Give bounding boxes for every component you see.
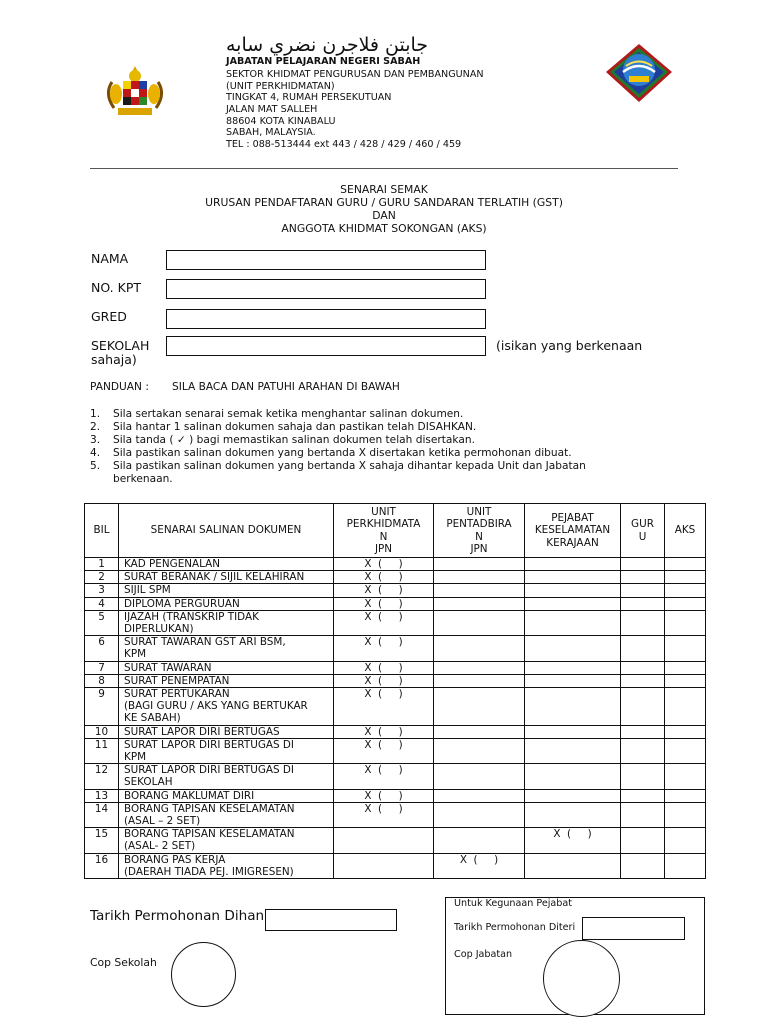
row-document-name bbox=[119, 725, 334, 738]
row-cell-pejabat[interactable] bbox=[525, 725, 621, 738]
row-cell-pejabat[interactable] bbox=[525, 584, 621, 597]
row-cell-pejabat[interactable] bbox=[525, 571, 621, 584]
title-line-3: DAN bbox=[372, 209, 396, 222]
required-mark: X ( ) bbox=[364, 636, 403, 649]
document-line: BORANG PAS KERJA bbox=[124, 853, 226, 866]
row-cell-pentadbiran[interactable] bbox=[434, 828, 525, 853]
row-cell-pentadbiran[interactable] bbox=[434, 571, 525, 584]
table-row bbox=[85, 661, 706, 674]
row-cell-guru[interactable] bbox=[621, 764, 665, 789]
required-mark: X ( ) bbox=[364, 738, 403, 751]
row-cell-pentadbiran[interactable] bbox=[434, 725, 525, 738]
table-row bbox=[85, 610, 706, 635]
row-cell-guru[interactable] bbox=[621, 558, 665, 571]
row-cell-pejabat[interactable] bbox=[525, 738, 621, 763]
header-line: JPN bbox=[470, 542, 488, 555]
row-cell-pejabat[interactable] bbox=[525, 597, 621, 610]
cop-sekolah-stamp-area bbox=[171, 942, 236, 1007]
office-tarikh-label: Tarikh Permohonan Diteri bbox=[454, 922, 576, 933]
document-line: BORANG MAKLUMAT DIRI bbox=[124, 789, 255, 802]
row-document-name bbox=[119, 853, 334, 878]
guide-item-number: 1. bbox=[90, 408, 101, 420]
required-mark: X ( ) bbox=[364, 661, 403, 674]
document-line: KE SABAH) bbox=[124, 712, 181, 725]
required-mark: X ( ) bbox=[553, 828, 592, 841]
table-row bbox=[85, 738, 706, 763]
row-cell-perkhidmatan[interactable] bbox=[334, 597, 434, 610]
guide-item-text: Sila hantar 1 salinan dokumen sahaja dan pastikan telah DISAHKAN. bbox=[113, 421, 477, 433]
required-mark: X ( ) bbox=[364, 571, 403, 584]
row-bil: 15 bbox=[85, 828, 119, 853]
row-cell-guru[interactable] bbox=[621, 688, 665, 726]
row-cell-pentadbiran[interactable] bbox=[434, 853, 525, 878]
document-line: SURAT PENEMPATAN bbox=[124, 674, 230, 687]
guide-item bbox=[90, 421, 633, 434]
row-cell-pejabat[interactable] bbox=[525, 636, 621, 661]
address-line-4: JALAN MAT SALLEH bbox=[226, 104, 318, 115]
required-mark: X ( ) bbox=[364, 597, 403, 610]
row-cell-pejabat[interactable] bbox=[525, 558, 621, 571]
row-cell-aks[interactable] bbox=[665, 802, 706, 827]
row-document-name bbox=[119, 688, 334, 726]
document-line: BORANG TAPISAN KESELAMATAN bbox=[124, 802, 295, 815]
guide-item bbox=[90, 434, 633, 447]
row-bil: 2 bbox=[85, 571, 119, 584]
required-mark: X ( ) bbox=[459, 853, 499, 866]
guide-text: SILA BACA DAN PATUHI ARAHAN DI BAWAH bbox=[172, 381, 400, 393]
row-cell-aks[interactable] bbox=[665, 558, 706, 571]
header-pejabat-keselamatan bbox=[525, 504, 621, 558]
document-line: BORANG TAPISAN KESELAMATAN bbox=[124, 828, 295, 841]
nokpt-field[interactable] bbox=[166, 279, 486, 299]
row-cell-guru[interactable] bbox=[621, 584, 665, 597]
row-cell-pentadbiran[interactable] bbox=[434, 688, 525, 726]
row-cell-aks[interactable] bbox=[665, 571, 706, 584]
guide-item-number: 2. bbox=[90, 421, 101, 433]
table-row bbox=[85, 853, 706, 878]
row-cell-guru[interactable] bbox=[621, 853, 665, 878]
row-cell-perkhidmatan[interactable] bbox=[334, 558, 434, 571]
document-line: SURAT BERANAK / SIJIL KELAHIRAN bbox=[124, 571, 305, 584]
row-cell-guru[interactable] bbox=[621, 610, 665, 635]
required-mark: X ( ) bbox=[364, 674, 403, 687]
table-row bbox=[85, 571, 706, 584]
row-cell-guru[interactable] bbox=[621, 636, 665, 661]
address-line-3: TINGKAT 4, RUMAH PERSEKUTUAN bbox=[226, 92, 392, 103]
row-cell-perkhidmatan[interactable] bbox=[334, 789, 434, 802]
row-cell-pejabat[interactable] bbox=[525, 789, 621, 802]
row-bil: 5 bbox=[85, 610, 119, 635]
row-document-name bbox=[119, 674, 334, 687]
guide-item bbox=[90, 408, 633, 421]
row-document-name bbox=[119, 610, 334, 635]
header-line: PEJABAT bbox=[551, 512, 594, 525]
row-cell-perkhidmatan[interactable] bbox=[334, 828, 434, 853]
row-bil: 7 bbox=[85, 661, 119, 674]
row-bil: 13 bbox=[85, 789, 119, 802]
row-cell-guru[interactable] bbox=[621, 674, 665, 687]
guide-item-number: 3. bbox=[90, 434, 101, 446]
header-line: JPN bbox=[374, 542, 393, 555]
row-bil: 4 bbox=[85, 597, 119, 610]
guide-item-number: 5. bbox=[90, 460, 101, 472]
document-line: SURAT LAPOR DIRI BERTUGAS DI bbox=[124, 764, 294, 777]
row-cell-pentadbiran[interactable] bbox=[434, 636, 525, 661]
row-cell-perkhidmatan[interactable] bbox=[334, 584, 434, 597]
row-cell-perkhidmatan[interactable] bbox=[334, 674, 434, 687]
office-use-title: Untuk Kegunaan Pejabat bbox=[454, 898, 573, 909]
row-cell-perkhidmatan[interactable] bbox=[334, 571, 434, 584]
office-cop-label: Cop Jabatan bbox=[454, 949, 513, 960]
document-line: DIPERLUKAN) bbox=[124, 623, 194, 636]
header-unit-pentadbiran bbox=[434, 504, 525, 558]
jawi-title: جابتن فلاجرن نضري سابه bbox=[226, 34, 429, 56]
nokpt-label: NO. KPT bbox=[91, 280, 141, 295]
header-line: UNIT bbox=[371, 506, 396, 519]
row-cell-perkhidmatan[interactable] bbox=[334, 802, 434, 827]
row-document-name bbox=[119, 802, 334, 827]
header-line: PERKHIDMATA bbox=[346, 518, 421, 531]
table-row bbox=[85, 674, 706, 687]
row-cell-pentadbiran[interactable] bbox=[434, 597, 525, 610]
sekolah-field[interactable] bbox=[166, 336, 486, 356]
cop-sekolah-label: Cop Sekolah bbox=[90, 956, 157, 969]
row-document-name bbox=[119, 597, 334, 610]
row-document-name bbox=[119, 636, 334, 661]
guide-item-text: Sila sertakan senarai semak ketika menghantar salinan dokumen. bbox=[113, 408, 464, 420]
row-bil: 10 bbox=[85, 725, 119, 738]
guide-item bbox=[90, 447, 633, 460]
row-cell-pejabat[interactable] bbox=[525, 828, 621, 853]
gred-label: GRED bbox=[91, 309, 127, 324]
row-cell-guru[interactable] bbox=[621, 828, 665, 853]
sekolah-hint-b: sahaja) bbox=[91, 352, 137, 367]
row-cell-aks[interactable] bbox=[665, 764, 706, 789]
required-mark: X ( ) bbox=[364, 584, 403, 597]
header-divider bbox=[90, 168, 678, 169]
row-cell-pentadbiran[interactable] bbox=[434, 738, 525, 763]
guide-item-text: Sila pastikan salinan dokumen yang bertanda X sahaja dihantar kepada Unit dan Jabatan berkenaan. bbox=[113, 460, 586, 485]
row-cell-pejabat[interactable] bbox=[525, 661, 621, 674]
row-cell-pentadbiran[interactable] bbox=[434, 789, 525, 802]
row-cell-aks[interactable] bbox=[665, 584, 706, 597]
row-cell-pentadbiran[interactable] bbox=[434, 661, 525, 674]
row-bil: 14 bbox=[85, 802, 119, 827]
row-bil: 1 bbox=[85, 558, 119, 571]
header-line: N bbox=[379, 530, 388, 543]
header-line: N bbox=[475, 530, 483, 543]
header-bil: BIL bbox=[85, 504, 119, 558]
document-line: KPM bbox=[124, 751, 147, 764]
table-row bbox=[85, 688, 706, 726]
row-cell-pentadbiran[interactable] bbox=[434, 802, 525, 827]
row-cell-guru[interactable] bbox=[621, 802, 665, 827]
address-line-6: SABAH, MALAYSIA. bbox=[226, 127, 316, 138]
row-document-name bbox=[119, 584, 334, 597]
table-row bbox=[85, 828, 706, 853]
gred-field[interactable] bbox=[166, 309, 486, 329]
guide-item-text: Sila pastikan salinan dokumen yang bertanda X disertakan ketika permohonan dibuat. bbox=[113, 447, 572, 459]
row-cell-pejabat[interactable] bbox=[525, 802, 621, 827]
header-aks: AKS bbox=[665, 504, 706, 558]
required-mark: X ( ) bbox=[364, 725, 403, 738]
row-bil: 6 bbox=[85, 636, 119, 661]
document-checklist-table bbox=[84, 503, 706, 879]
title-line-4: ANGGOTA KHIDMAT SOKONGAN (AKS) bbox=[281, 222, 487, 235]
row-cell-aks[interactable] bbox=[665, 828, 706, 853]
row-cell-pejabat[interactable] bbox=[525, 674, 621, 687]
document-line: SURAT LAPOR DIRI BERTUGAS DI bbox=[124, 738, 294, 751]
table-row bbox=[85, 558, 706, 571]
row-cell-guru[interactable] bbox=[621, 661, 665, 674]
row-cell-guru[interactable] bbox=[621, 725, 665, 738]
document-line: KAD PENGENALAN bbox=[124, 558, 221, 570]
address-line-1: SEKTOR KHIDMAT PENGURUSAN DAN PEMBANGUNAN bbox=[226, 69, 484, 80]
row-cell-aks[interactable] bbox=[665, 789, 706, 802]
row-cell-pentadbiran[interactable] bbox=[434, 764, 525, 789]
row-bil: 3 bbox=[85, 584, 119, 597]
row-bil: 9 bbox=[85, 688, 119, 726]
row-bil: 11 bbox=[85, 738, 119, 763]
required-mark: X ( ) bbox=[364, 802, 403, 815]
row-cell-guru[interactable] bbox=[621, 738, 665, 763]
coat-of-arms-icon bbox=[104, 64, 166, 118]
required-mark: X ( ) bbox=[364, 789, 403, 802]
row-cell-pentadbiran[interactable] bbox=[434, 558, 525, 571]
table-row bbox=[85, 584, 706, 597]
row-cell-guru[interactable] bbox=[621, 571, 665, 584]
header-line: GUR bbox=[631, 518, 654, 531]
document-line: DIPLOMA PERGURUAN bbox=[124, 597, 240, 610]
required-mark: X ( ) bbox=[364, 764, 403, 777]
document-line: SURAT TAWARAN bbox=[124, 661, 212, 674]
row-cell-guru[interactable] bbox=[621, 789, 665, 802]
row-cell-aks[interactable] bbox=[665, 661, 706, 674]
row-document-name bbox=[119, 738, 334, 763]
row-cell-aks[interactable] bbox=[665, 610, 706, 635]
row-document-name bbox=[119, 571, 334, 584]
document-line: SURAT LAPOR DIRI BERTUGAS bbox=[124, 725, 280, 738]
document-line: SEKOLAH bbox=[124, 776, 173, 789]
document-line: SURAT TAWARAN GST ARI BSM, bbox=[124, 636, 286, 649]
table-row bbox=[85, 725, 706, 738]
address-line-7: TEL : 088-513444 ext 443 / 428 / 429 / 460 / 459 bbox=[226, 139, 462, 150]
table-row bbox=[85, 764, 706, 789]
document-line: SIJIL SPM bbox=[124, 584, 171, 597]
table-row bbox=[85, 789, 706, 802]
guide-label: PANDUAN : bbox=[90, 381, 149, 393]
header-unit-perkhidmatan bbox=[334, 504, 434, 558]
row-cell-perkhidmatan[interactable] bbox=[334, 636, 434, 661]
department-name: JABATAN PELAJARAN NEGERI SABAH bbox=[226, 56, 421, 67]
document-line: IJAZAH (TRANSKRIP TIDAK bbox=[124, 610, 259, 623]
guide-item-number: 4. bbox=[90, 447, 101, 459]
address-line-5: 88604 KOTA KINABALU bbox=[226, 116, 336, 127]
row-cell-aks[interactable] bbox=[665, 725, 706, 738]
address-line-2: (UNIT PERKHIDMATAN) bbox=[226, 81, 335, 92]
document-line: KPM bbox=[124, 648, 147, 661]
sekolah-hint-a: (isikan yang berkenaan bbox=[496, 338, 643, 353]
row-cell-perkhidmatan[interactable] bbox=[334, 764, 434, 789]
table-row bbox=[85, 636, 706, 661]
row-cell-pejabat[interactable] bbox=[525, 853, 621, 878]
sekolah-label: SEKOLAH bbox=[91, 338, 150, 353]
table-row bbox=[85, 802, 706, 827]
row-cell-pejabat[interactable] bbox=[525, 610, 621, 635]
tarikh-permohonan-field[interactable] bbox=[265, 909, 397, 931]
row-cell-perkhidmatan[interactable] bbox=[334, 610, 434, 635]
row-bil: 8 bbox=[85, 674, 119, 687]
header-line: KERAJAAN bbox=[546, 536, 599, 549]
cop-jabatan-stamp-area bbox=[543, 940, 620, 1017]
row-document-name bbox=[119, 764, 334, 789]
nama-field[interactable] bbox=[166, 250, 486, 270]
header-doc: SENARAI SALINAN DOKUMEN bbox=[119, 504, 334, 558]
row-cell-pejabat[interactable] bbox=[525, 764, 621, 789]
row-document-name bbox=[119, 558, 334, 571]
required-mark: X ( ) bbox=[364, 688, 403, 701]
row-document-name bbox=[119, 789, 334, 802]
row-cell-guru[interactable] bbox=[621, 597, 665, 610]
required-mark: X ( ) bbox=[364, 610, 403, 623]
required-mark: X ( ) bbox=[364, 558, 403, 570]
office-tarikh-field[interactable] bbox=[582, 917, 685, 940]
document-line: (DAERAH TIADA PEJ. IMIGRESEN) bbox=[124, 865, 294, 878]
row-cell-aks[interactable] bbox=[665, 738, 706, 763]
guide-item-text: Sila tanda ( ✓ ) bagi memastikan salinan dokumen telah disertakan. bbox=[113, 434, 475, 446]
header-line: KESELAMATAN bbox=[534, 524, 611, 537]
row-bil: 12 bbox=[85, 764, 119, 789]
table-row bbox=[85, 597, 706, 610]
tarikh-permohonan-label: Tarikh Permohonan Dihan bbox=[90, 908, 265, 924]
row-cell-aks[interactable] bbox=[665, 636, 706, 661]
row-cell-aks[interactable] bbox=[665, 688, 706, 726]
row-cell-perkhidmatan[interactable] bbox=[334, 725, 434, 738]
header-line: UNIT bbox=[466, 506, 492, 519]
row-document-name bbox=[119, 828, 334, 853]
row-cell-pejabat[interactable] bbox=[525, 688, 621, 726]
row-cell-perkhidmatan[interactable] bbox=[334, 853, 434, 878]
document-line: (ASAL- 2 SET) bbox=[124, 840, 196, 853]
row-cell-pentadbiran[interactable] bbox=[434, 674, 525, 687]
document-line: (BAGI GURU / AKS YANG BERTUKAR bbox=[124, 700, 308, 713]
row-cell-perkhidmatan[interactable] bbox=[334, 688, 434, 726]
row-cell-aks[interactable] bbox=[665, 853, 706, 878]
row-cell-perkhidmatan[interactable] bbox=[334, 738, 434, 763]
guide-item bbox=[90, 460, 633, 486]
row-bil: 16 bbox=[85, 853, 119, 878]
header-line: PENTADBIRA bbox=[446, 518, 512, 531]
nama-label: NAMA bbox=[91, 251, 129, 266]
guide-list bbox=[90, 408, 633, 486]
header-line: U bbox=[638, 530, 647, 543]
title-line-1: SENARAI SEMAK bbox=[340, 183, 428, 196]
document-line: SURAT PERTUKARAN bbox=[124, 688, 230, 701]
document-line: (ASAL – 2 SET) bbox=[124, 815, 201, 828]
header-guru bbox=[621, 504, 665, 558]
row-cell-pentadbiran[interactable] bbox=[434, 584, 525, 597]
row-cell-pentadbiran[interactable] bbox=[434, 610, 525, 635]
row-cell-aks[interactable] bbox=[665, 674, 706, 687]
row-document-name bbox=[119, 661, 334, 674]
row-cell-aks[interactable] bbox=[665, 597, 706, 610]
table-header-row bbox=[85, 504, 706, 558]
jpn-logo-icon bbox=[604, 42, 674, 104]
row-cell-perkhidmatan[interactable] bbox=[334, 661, 434, 674]
title-line-2: URUSAN PENDAFTARAN GURU / GURU SANDARAN TERLATIH (GST) bbox=[205, 196, 563, 209]
